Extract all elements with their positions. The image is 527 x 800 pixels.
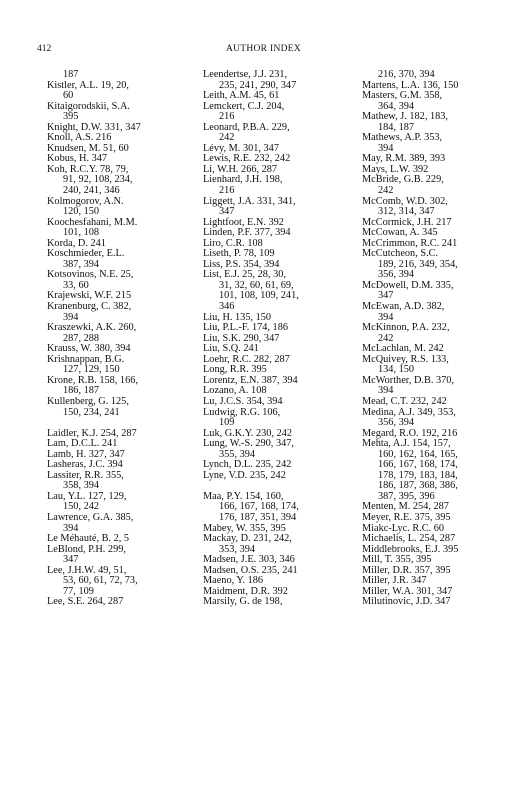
- index-entry-continuation: 235, 241, 290, 347: [219, 79, 297, 91]
- index-entry: McCrimmon, R.C. 241: [362, 237, 458, 249]
- page-number: 412: [37, 44, 52, 54]
- index-entry: Linden, P.F. 377, 394: [203, 227, 291, 239]
- index-entry-continuation: 347: [378, 290, 394, 302]
- index-entry: Krauss, W. 380, 394: [47, 343, 131, 355]
- index-entry: Liss, P.S. 354, 394: [203, 258, 280, 270]
- index-entry-continuation: 312, 314, 347: [378, 206, 435, 218]
- index-entry: Lawrence, G.A. 385,: [47, 511, 134, 523]
- index-entry: Kistler, A.L. 19, 20,: [47, 79, 129, 91]
- index-entry: Leendertse, J.J. 231,: [203, 69, 288, 80]
- index-entry: Middlebrooks, E.J. 395: [362, 543, 459, 555]
- index-entry: Lasheras, J.C. 394: [47, 459, 123, 471]
- index-entry-continuation: 353, 394: [219, 543, 256, 555]
- index-entry: Lyne, V.D. 235, 242: [203, 469, 286, 481]
- index-entry: Menten, M. 254, 287: [362, 501, 449, 513]
- index-entry-continuation: 134, 150: [378, 364, 415, 376]
- index-entry-continuation: 394: [378, 142, 394, 154]
- index-entry-continuation: 127, 129, 150: [63, 364, 120, 376]
- index-entry: Lee, J.H.W. 49, 51,: [47, 564, 127, 576]
- index-entry-continuation: 394: [63, 522, 79, 534]
- index-entry: Madsen, O.S. 235, 241: [203, 564, 298, 576]
- index-entry: Koh, R.C.Y. 78, 79,: [47, 163, 129, 175]
- running-title: AUTHOR INDEX: [225, 44, 302, 54]
- index-entry: Lienhard, J.H. 198,: [203, 174, 283, 186]
- index-entry: LeBlond, P.H. 299,: [47, 543, 126, 555]
- index-entry: Leith, A.M. 45, 61: [203, 90, 280, 102]
- index-entry-continuation: 355, 394: [219, 448, 256, 460]
- index-entry: Lassiter, R.R. 355,: [47, 469, 124, 481]
- index-entry-continuation: 394: [378, 311, 394, 323]
- index-entry-continuation: 347: [63, 554, 79, 566]
- index-entry: Martens, L.A. 136, 150: [362, 79, 459, 91]
- index-entry-continuation: 186, 187: [63, 385, 100, 397]
- index-entry: Liseth, P. 78, 109: [203, 248, 275, 260]
- index-entry-continuation: 394: [378, 385, 394, 397]
- index-entry: Lightfoot, E.N. 392: [203, 216, 284, 228]
- index-entry: Mathews, A.P. 353,: [362, 132, 443, 144]
- index-entry: Koochesfahani, M.M.: [47, 216, 138, 228]
- index-entry: Kullenberg, G. 125,: [47, 395, 129, 407]
- index-entry: Michaelis, L. 254, 287: [362, 533, 456, 545]
- index-entry-continuation: 33, 60: [63, 279, 89, 291]
- index-entry-continuation: 101, 108: [63, 227, 100, 239]
- index-entry: Korda, D. 241: [47, 237, 106, 249]
- index-entry: Kotsovinos, N.E. 25,: [47, 269, 134, 281]
- index-entry: May, R.M. 389, 393: [362, 153, 446, 165]
- index-entry: Krone, R.B. 158, 166,: [47, 374, 138, 386]
- index-entry: Madsen, J.E. 303, 346: [203, 554, 295, 566]
- index-entry-continuation: 53, 60, 61, 72, 73,: [63, 575, 138, 587]
- index-column-1: [47, 70, 197, 608]
- index-entry: McComb, W.D. 302,: [362, 195, 448, 207]
- letter-group-gap: [47, 418, 197, 429]
- index-entry-continuation: 184, 187: [378, 121, 415, 133]
- index-entry: Meyer, R.E. 375, 395: [362, 511, 451, 523]
- index-entry-continuation: 187: [63, 69, 79, 80]
- index-entry: Leonard, P.B.A. 229,: [203, 121, 290, 133]
- index-entry-continuation: 364, 394: [378, 100, 415, 112]
- index-entry: Krajewski, W.F. 215: [47, 290, 132, 302]
- index-entry-continuation: 77, 109: [63, 585, 94, 597]
- index-entry: Ludwig, R.G. 106,: [203, 406, 281, 418]
- index-entry: Liu, S.Q. 241: [203, 343, 259, 355]
- index-entry: Liu, H. 135, 150: [203, 311, 272, 323]
- index-entry-continuation: 216: [219, 111, 235, 123]
- index-entry-continuation: 242: [378, 185, 394, 197]
- index-entry-continuation: 120, 150: [63, 206, 100, 218]
- index-entry-continuation: 358, 394: [63, 480, 100, 492]
- index-entry-continuation: 31, 32, 60, 61, 69,: [219, 279, 294, 291]
- index-entry-continuation: 186, 187, 368, 386,: [378, 480, 458, 492]
- index-entry: Lévy, M. 301, 347: [203, 142, 279, 154]
- index-entry: Maidment, D.R. 392: [203, 585, 288, 597]
- index-entry: McLachlan, M. 242: [362, 343, 444, 355]
- index-entry: Mabey, W. 355, 395: [203, 522, 286, 534]
- index-entry: Kolmogorov, A.N.: [47, 195, 124, 207]
- index-entry: Mackay, D. 231, 242,: [203, 533, 292, 545]
- index-entry: Lung, W.-S. 290, 347,: [203, 438, 294, 450]
- index-entry: McWorther, D.B. 370,: [362, 374, 454, 386]
- index-entry: Maa, P.Y. 154, 160,: [203, 490, 284, 502]
- index-entry: Laidler, K.J. 254, 287: [47, 427, 137, 439]
- index-entry: Miller, W.A. 301, 347: [362, 585, 453, 597]
- index-column-2: [203, 70, 368, 608]
- index-entry: Lozano, A. 108: [203, 385, 267, 397]
- index-entry-continuation: 60: [63, 90, 74, 102]
- index-entry: Koschmieder, E.L.: [47, 248, 125, 260]
- index-entry: Lemckert, C.J. 204,: [203, 100, 285, 112]
- index-entry: Liu, S.K. 290, 347: [203, 332, 280, 344]
- index-entry: McCutcheon, S.C.: [362, 248, 439, 260]
- index-entry: Lam, D.C.L. 241: [47, 438, 118, 450]
- index-entry: Mays, L.W. 392: [362, 163, 429, 175]
- index-entry-continuation: 109: [219, 417, 235, 429]
- index-entry: McKinnon, P.A. 232,: [362, 322, 450, 334]
- index-entry: Li, W.H. 266, 287: [203, 163, 278, 175]
- index-entry: Milutinovic, J.D. 347: [362, 596, 451, 608]
- index-entry-continuation: 387, 395, 396: [378, 490, 435, 502]
- index-entry: Knight, D.W. 331, 347: [47, 121, 141, 133]
- index-entry: Lu, J.C.S. 354, 394: [203, 395, 283, 407]
- index-entry: McEwan, A.D. 382,: [362, 301, 445, 313]
- index-entry-continuation: 91, 92, 108, 234,: [63, 174, 133, 186]
- index-entry: McBride, G.B. 229,: [362, 174, 444, 186]
- index-entry: Long, R.R. 395: [203, 364, 267, 376]
- index-entry: Mehta, A.J. 154, 157,: [362, 438, 451, 450]
- index-entry-continuation: 176, 187, 351, 394: [219, 511, 297, 523]
- index-entry: McDowell, D.M. 335,: [362, 279, 454, 291]
- index-entry-continuation: 216: [219, 185, 235, 197]
- index-entry: Krishnappan, B.G.: [47, 353, 125, 365]
- index-entry: Miakc-Lyc. R.C. 60: [362, 522, 445, 534]
- index-entry: Lewis, R.E. 232, 242: [203, 153, 291, 165]
- index-entry: Knudsen, M. 51, 60: [47, 142, 129, 154]
- index-entry: Lorentz, E.N. 387, 394: [203, 374, 298, 386]
- index-entry: Lynch, D.L. 235, 242: [203, 459, 292, 471]
- index-entry: Miller, J.R. 347: [362, 575, 427, 587]
- index-entry-continuation: 216, 370, 394: [378, 69, 435, 80]
- index-entry: Le Méhauté, B. 2, 5: [47, 533, 130, 545]
- index-entry: Marsily, G. de 198,: [203, 596, 283, 608]
- index-entry: Mathew, J. 182, 183,: [362, 111, 448, 123]
- index-entry-continuation: 356, 394: [378, 269, 415, 281]
- index-entry-continuation: 287, 288: [63, 332, 100, 344]
- index-entry: McQuivey, R.S. 133,: [362, 353, 449, 365]
- index-entry: Loehr, R.C. 282, 287: [203, 353, 290, 365]
- index-entry-continuation: 150, 242: [63, 501, 100, 513]
- index-entry-continuation: 178, 179, 183, 184,: [378, 469, 458, 481]
- index-entry-continuation: 242: [378, 332, 394, 344]
- index-entry-continuation: 166, 167, 168, 174,: [378, 459, 458, 471]
- index-entry: Maeno, Y. 186: [203, 575, 264, 587]
- index-entry: Kitaigorodskii, S.A.: [47, 100, 130, 112]
- index-entry-continuation: 346: [219, 301, 235, 313]
- index-entry: Medina, A.J. 349, 353,: [362, 406, 456, 418]
- index-entry: McCormick, J.H. 217: [362, 216, 452, 228]
- index-entry: Kranenburg, C. 382,: [47, 301, 132, 313]
- index-entry-continuation: 347: [219, 206, 235, 218]
- index-entry: Mill, T. 355, 395: [362, 554, 432, 566]
- page-header: [0, 44, 527, 58]
- index-column-3: [362, 70, 512, 608]
- index-entry: McCowan, A. 345: [362, 227, 438, 239]
- index-entry: Kobus, H. 347: [47, 153, 108, 165]
- index-entry: Lee, S.E. 264, 287: [47, 596, 124, 608]
- index-entry: Masters, G.M. 358,: [362, 90, 443, 102]
- index-entry-continuation: 189, 216, 349, 354,: [378, 258, 458, 270]
- index-entry-continuation: 395: [63, 111, 79, 123]
- index-entry: Luk, G.K.Y. 230, 242: [203, 427, 293, 439]
- index-entry: Kraszewki, A.K. 260,: [47, 322, 137, 334]
- index-entry-continuation: 387, 394: [63, 258, 100, 270]
- index-entry-continuation: 150, 234, 241: [63, 406, 120, 418]
- index-entry-continuation: 240, 241, 346: [63, 185, 120, 197]
- index-entry-continuation: 394: [63, 311, 79, 323]
- index-entry: Liro, C.R. 108: [203, 237, 263, 249]
- index-entry-continuation: 166, 167, 168, 174,: [219, 501, 299, 513]
- index-entry: Liu, P.L.-F. 174, 186: [203, 322, 288, 334]
- index-entry-continuation: 160, 162, 164, 165,: [378, 448, 458, 460]
- index-entry-continuation: 242: [219, 132, 235, 144]
- index-entry: Mead, C.T. 232, 242: [362, 395, 447, 407]
- index-entry-continuation: 101, 108, 109, 241,: [219, 290, 299, 302]
- index-entry: List, E.J. 25, 28, 30,: [203, 269, 286, 281]
- index-entry: Liggett, J.A. 331, 341,: [203, 195, 296, 207]
- index-entry: Miller, D.R. 357, 395: [362, 564, 451, 576]
- index-entry: Megard, R.O. 192, 216: [362, 427, 458, 439]
- index-entry: Lau, Y.L. 127, 129,: [47, 490, 127, 502]
- index-entry: Lamb, H. 327, 347: [47, 448, 125, 460]
- index-entry: Knoll, A.S. 216: [47, 132, 112, 144]
- index-entry-continuation: 356, 394: [378, 417, 415, 429]
